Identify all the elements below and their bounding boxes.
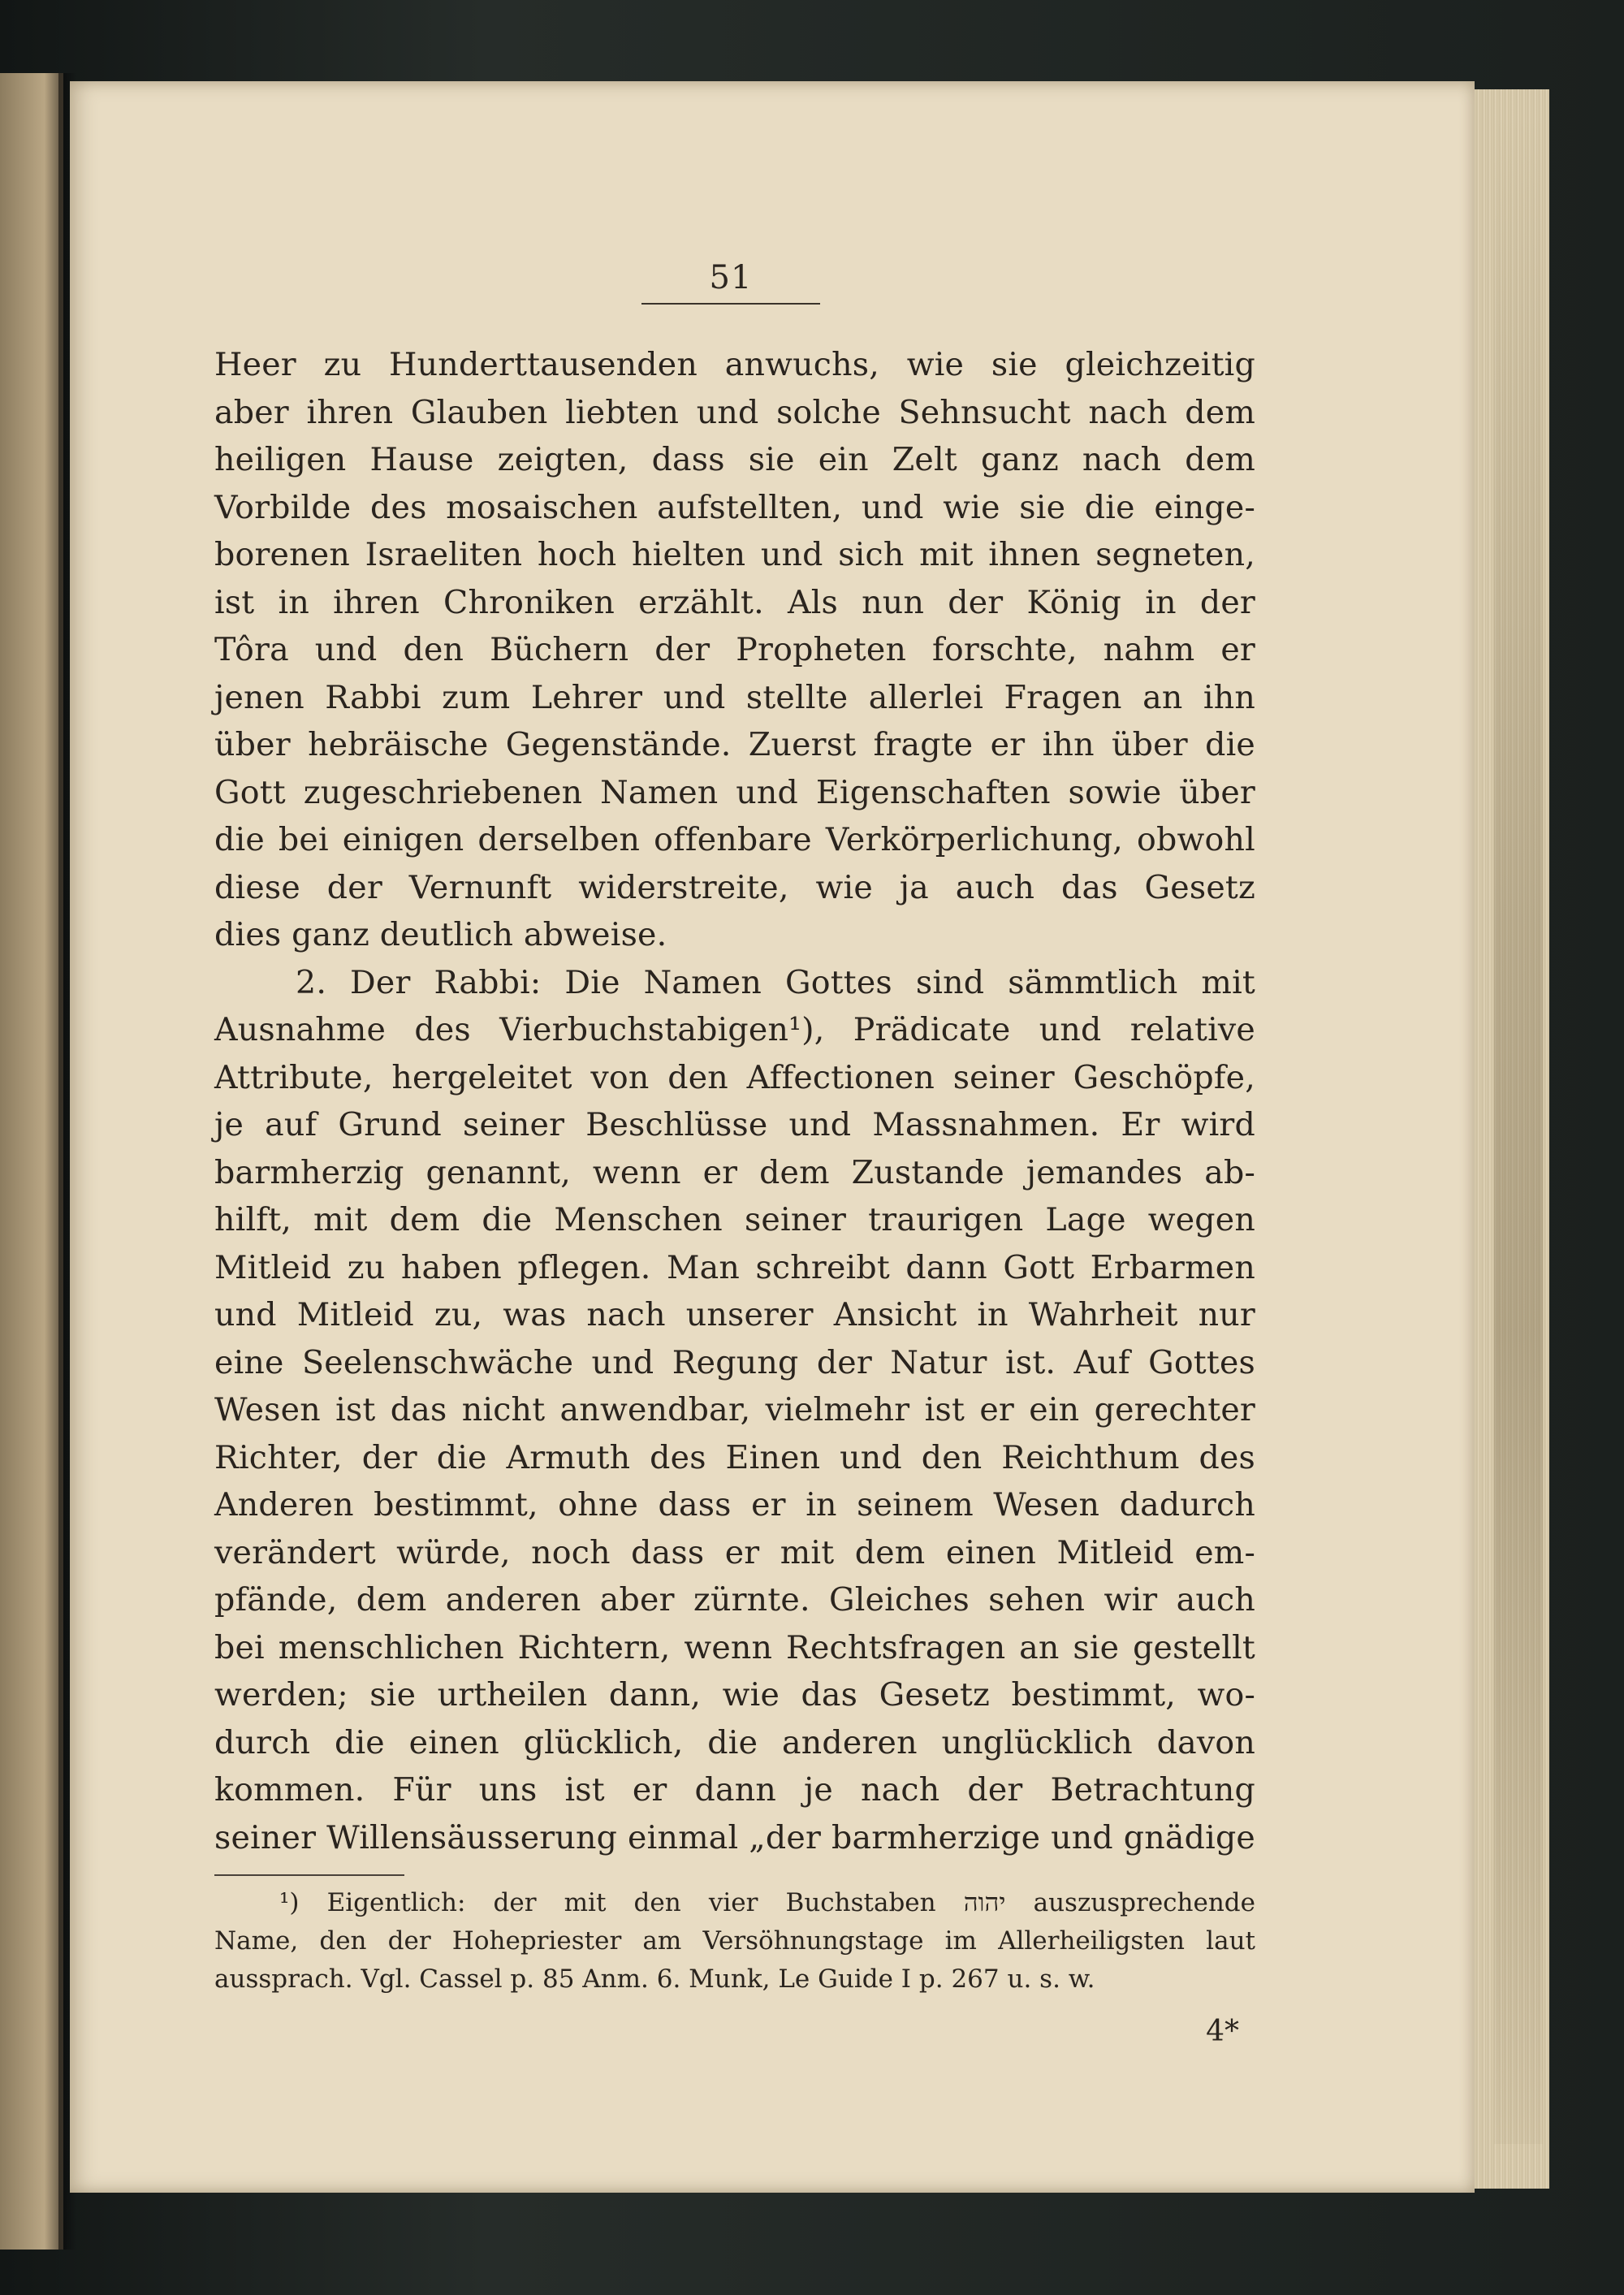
paragraph-2 <box>214 959 1255 1862</box>
text-line: barmherzig genannt, wenn er dem Zustande jemandes ab- <box>214 1153 1255 1191</box>
text-line: Ausnahme des Vierbuchstabigen¹), Prädicate und relative <box>214 1011 1255 1048</box>
text-line: eine Seelenschwäche und Regung der Natur ist. Auf Gottes <box>214 1343 1255 1381</box>
text-line: diese der Vernunft widerstreite, wie ja auch das Gesetz <box>214 868 1255 906</box>
text-line: bei menschlichen Richtern, wenn Rechtsfragen an sie gestellt <box>214 1628 1255 1666</box>
paragraph-1 <box>214 341 1255 959</box>
text-line: und Mitleid zu, was nach unserer Ansicht in Wahrheit nur <box>214 1296 1255 1333</box>
signature-mark: 4* <box>1206 2015 1239 2048</box>
text-line: hilft, mit dem die Menschen seiner traurigen Lage wegen <box>214 1201 1255 1238</box>
text-line: kommen. Für uns ist er dann je nach der Betrachtung <box>214 1771 1255 1809</box>
header-rule <box>641 303 820 305</box>
text-line: dies ganz deutlich abweise. <box>214 916 667 953</box>
text-line: je auf Grund seiner Beschlüsse und Massnahmen. Er wird <box>214 1106 1255 1143</box>
footnote-line: ¹) Eigentlich: der mit den vier Buchstaben יהוה auszusprechende <box>279 1888 1255 1917</box>
text-line: Gott zugeschriebenen Namen und Eigenschaften sowie über <box>214 773 1255 811</box>
text-line: jenen Rabbi zum Lehrer und stellte allerlei Fragen an ihn <box>214 678 1255 716</box>
text-line: Mitleid zu haben pflegen. Man schreibt dann Gott Erbarmen <box>214 1248 1255 1286</box>
left-page-edge <box>0 73 63 2250</box>
text-line: aber ihren Glauben liebten und solche Sehnsucht nach dem <box>214 393 1255 431</box>
text-line: heiligen Hause zeigten, dass sie ein Zelt ganz nach dem <box>214 441 1255 478</box>
text-line: über hebräische Gegenstände. Zuerst fragte er ihn über die <box>214 726 1255 763</box>
text-line: verändert würde, noch dass er mit dem einen Mitleid em- <box>214 1533 1255 1571</box>
page-number: 51 <box>709 259 753 296</box>
text-line: Tôra und den Büchern der Propheten forschte, nahm er <box>214 631 1255 668</box>
text-line: 2. Der Rabbi: Die Namen Gottes sind sämmtlich mit <box>296 963 1255 1001</box>
footnote <box>214 1884 1255 1999</box>
footnote-line: aussprach. Vgl. Cassel p. 85 Anm. 6. Munk, Le Guide I p. 267 u. s. w. <box>214 1964 1095 1994</box>
footnote-line: Name, den der Hohepriester am Versöhnungstage im Allerheiligsten laut <box>214 1926 1255 1956</box>
footnote-rule <box>214 1874 404 1876</box>
text-line: Attribute, hergeleitet von den Affectionen seiner Geschöpfe, <box>214 1058 1255 1096</box>
text-line: Anderen bestimmt, ohne dass er in seinem Wesen dadurch <box>214 1486 1255 1524</box>
text-line: seiner Willensäusserung einmal „der barmherzige und gnädige <box>214 1818 1255 1856</box>
text-line: werden; sie urtheilen dann, wie das Gesetz bestimmt, wo- <box>214 1676 1255 1714</box>
text-line: borenen Israeliten hoch hielten und sich mit ihnen segneten, <box>214 536 1255 573</box>
main-text <box>214 341 1255 1861</box>
text-line: die bei einigen derselben offenbare Verkörperlichung, obwohl <box>214 821 1255 858</box>
page-edge-stain <box>1494 114 1543 2144</box>
text-line: pfände, dem anderen aber zürnte. Gleiches sehen wir auch <box>214 1581 1255 1619</box>
text-line: Wesen ist das nicht anwendbar, vielmehr ist er ein gerechter <box>214 1391 1255 1428</box>
text-line: durch die einen glücklich, die anderen unglücklich davon <box>214 1723 1255 1761</box>
text-line: ist in ihren Chroniken erzählt. Als nun der König in der <box>214 583 1255 621</box>
text-line: Vorbilde des mosaischen aufstellten, und wie sie die einge- <box>214 488 1255 526</box>
text-line: Heer zu Hunderttausenden anwuchs, wie sie gleichzeitig <box>214 346 1255 383</box>
text-line: Richter, der die Armuth des Einen und den Reichthum des <box>214 1438 1255 1476</box>
